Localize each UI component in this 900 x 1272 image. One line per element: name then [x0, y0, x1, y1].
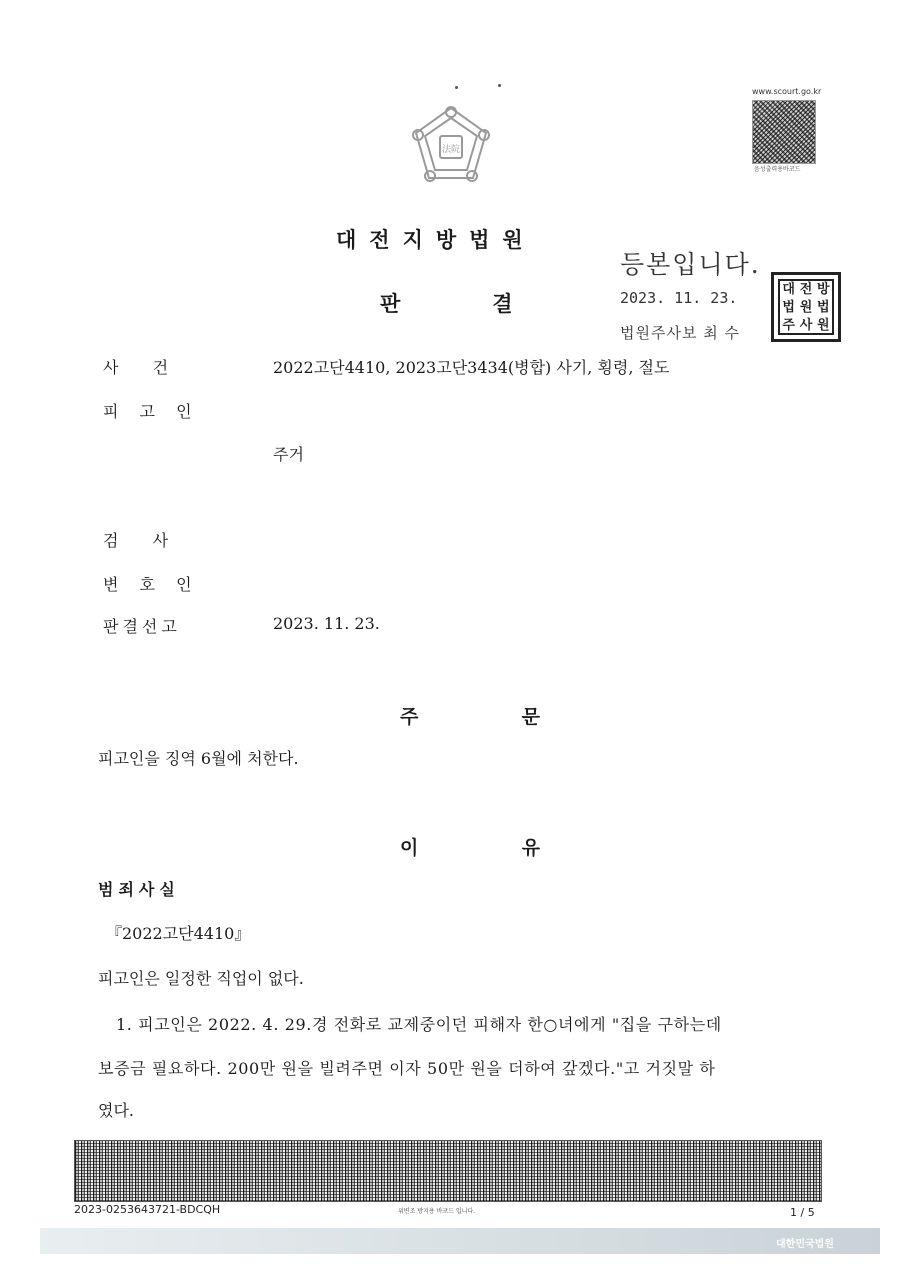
certification-clerk: 법원주사보 최 수 [620, 324, 740, 342]
field-value-case: 2022고단4410, 2023고단3434(병합) 사기, 횡령, 절도 [273, 358, 670, 377]
scan-mark [455, 86, 458, 89]
paragraph-count1-line1: 1. 피고인은 2022. 4. 29.경 전화로 교제중이던 피해자 한○녀에게 "집을 구하는데 [116, 1015, 722, 1034]
field-label-verdict-date: 판결선고 [103, 617, 181, 636]
qr-code-icon [752, 100, 816, 164]
watermark-text: 대한민국법원 [776, 1239, 834, 1250]
qr-caption: 음성출력용바코드 [754, 166, 801, 173]
paragraph-occupation: 피고인은 일정한 직업이 없다. [98, 969, 304, 988]
doc-type-char-1: 판 [380, 292, 401, 316]
case-reference: 『2022고단4410』 [106, 924, 251, 943]
emblem-text: 法院 [441, 145, 461, 155]
field-value-address: 주거 [273, 445, 304, 464]
certification-text: 등본입니다. [620, 250, 761, 279]
barcode-caption: 위변조 방지용 바코드 입니다. [398, 1208, 476, 1215]
field-label-counsel: 변 호 인 [103, 575, 200, 594]
field-label-prosecutor: 검 사 [103, 531, 177, 550]
document-type [380, 288, 513, 318]
page-number: 1 / 5 [790, 1206, 815, 1219]
qr-url: www.scourt.go.kr [752, 87, 822, 96]
court-seal-stamp: 대 전 방 법 원 법 주 사 원 [771, 272, 841, 342]
field-label-case: 사 건 [103, 358, 177, 377]
field-label-defendant: 피 고 인 [103, 402, 200, 421]
anti-forgery-barcode-icon [74, 1140, 822, 1202]
scan-mark [498, 84, 501, 87]
court-emblem-icon [410, 104, 492, 186]
order-title: 주 문 [400, 706, 570, 728]
paragraph-count1-line3: 였다. [98, 1101, 134, 1120]
certification-date: 2023. 11. 23. [620, 289, 738, 307]
paragraph-count1-line2: 보증금 필요하다. 200만 원을 빌려주면 이자 50만 원을 더하여 갚겠다."고 거짓말 하 [98, 1059, 716, 1078]
order-text: 피고인을 징역 6월에 처한다. [98, 749, 299, 768]
reasons-title: 이 유 [400, 837, 570, 859]
bottom-watermark-strip [40, 1228, 880, 1254]
field-value-verdict-date: 2023. 11. 23. [273, 614, 380, 633]
court-name: 대전지방법원 [336, 228, 536, 252]
document-id: 2023-0253643721-BDCQH [74, 1203, 221, 1216]
doc-type-char-2: 결 [492, 292, 513, 316]
crime-facts-heading: 범죄사실 [98, 880, 180, 899]
